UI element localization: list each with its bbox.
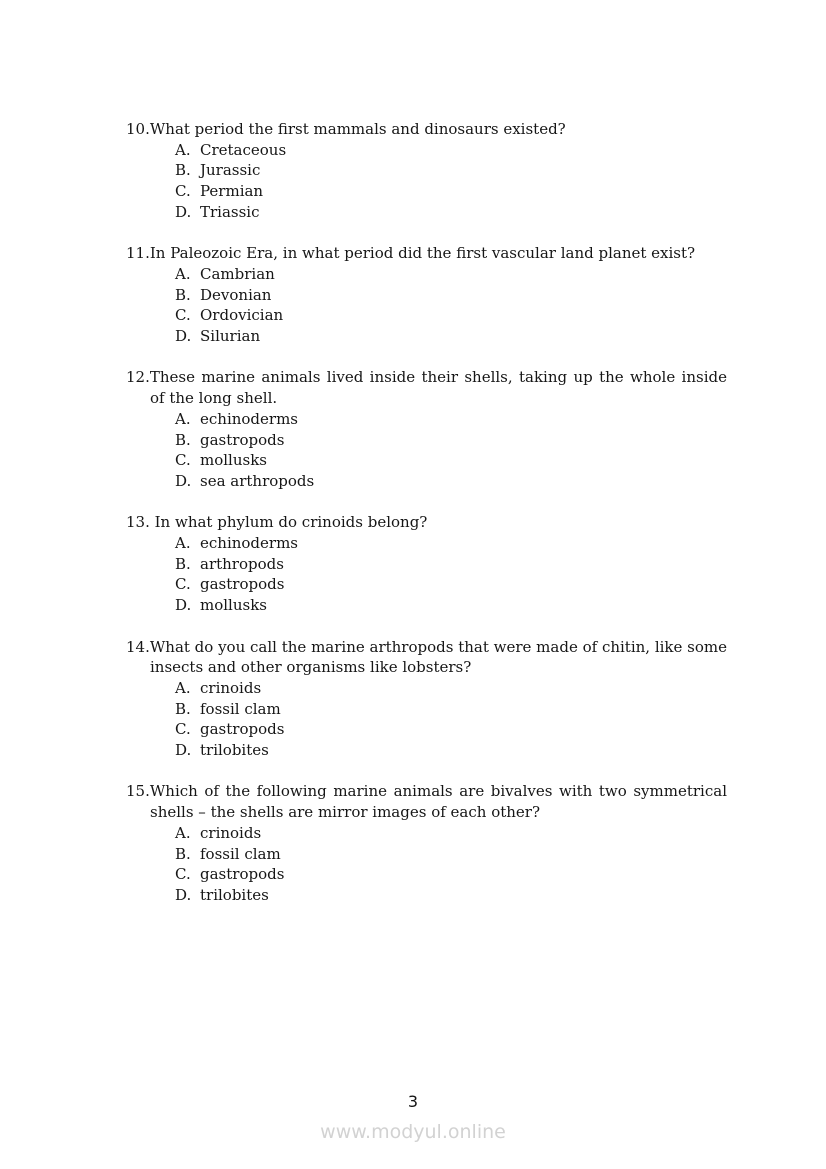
option-letter: B. — [175, 699, 191, 718]
question-line — [126, 637, 727, 678]
option-row — [126, 740, 727, 761]
option-row — [126, 574, 727, 595]
question-line — [126, 781, 727, 822]
option-letter: D. — [175, 885, 192, 904]
option-row — [126, 844, 727, 865]
option-letter: B. — [175, 285, 191, 304]
options-list — [126, 678, 727, 761]
option-row — [126, 160, 727, 181]
option-label: gastropods — [200, 575, 285, 594]
option-label: mollusks — [200, 596, 267, 615]
question-number: 12. — [126, 368, 150, 387]
option-label: trilobites — [200, 885, 269, 904]
option-letter: C. — [175, 451, 191, 470]
option-row — [126, 471, 727, 492]
option-letter: A. — [175, 534, 191, 553]
question-item-10 — [126, 119, 727, 223]
options-list — [126, 140, 727, 223]
question-item-14 — [126, 637, 727, 761]
question-line — [126, 512, 727, 533]
option-row — [126, 450, 727, 471]
question-item-12 — [126, 367, 727, 491]
question-text: Which of the following marine animals are bivalves with two symmetrical shells – the shells are mirror images of each other? — [149, 782, 727, 822]
question-text: What period the first mammals and dinosaurs existed? — [149, 120, 566, 138]
option-letter: B. — [175, 844, 191, 863]
options-list — [126, 264, 727, 347]
option-letter: D. — [175, 327, 192, 346]
option-letter: D. — [175, 741, 192, 760]
option-letter: D. — [175, 202, 192, 221]
option-label: crinoids — [200, 823, 262, 842]
option-label: gastropods — [200, 720, 285, 739]
option-label: Triassic — [200, 202, 260, 221]
option-letter: B. — [175, 554, 191, 573]
option-label: Jurassic — [200, 161, 261, 180]
question-number: 10. — [126, 120, 150, 138]
option-label: Permian — [200, 182, 264, 201]
option-row — [126, 409, 727, 430]
question-item-13 — [126, 512, 727, 616]
option-letter: A. — [175, 823, 191, 842]
option-label: Devonian — [200, 285, 272, 304]
option-label: crinoids — [200, 678, 262, 697]
question-text: What do you call the marine arthropods that were made of chitin, like some insects and other organisms like lobsters? — [149, 637, 727, 677]
watermark: www.modyul.online — [320, 1121, 506, 1143]
option-label: fossil clam — [200, 844, 281, 863]
option-label: echinoderms — [200, 534, 298, 553]
options-list — [126, 823, 727, 906]
option-label: mollusks — [200, 451, 267, 470]
question-text: These marine animals lived inside their shells, taking up the whole inside of the long shell. — [149, 368, 727, 408]
option-label: trilobites — [200, 741, 269, 760]
option-label: arthropods — [200, 554, 284, 573]
option-letter: A. — [175, 409, 191, 428]
option-label: Cretaceous — [200, 140, 287, 159]
option-row — [126, 305, 727, 326]
option-row — [126, 140, 727, 161]
option-row — [126, 595, 727, 616]
option-letter: C. — [175, 306, 191, 325]
question-text: In what phylum do crinoids belong? — [149, 513, 428, 532]
option-row — [126, 430, 727, 451]
page-number: 3 — [407, 1092, 419, 1111]
question-number: 14. — [126, 637, 150, 656]
option-label: fossil clam — [200, 699, 281, 718]
question-line — [126, 119, 727, 140]
question-item-15 — [126, 781, 727, 905]
option-row — [126, 719, 727, 740]
option-row — [126, 326, 727, 347]
option-label: echinoderms — [200, 409, 298, 428]
question-item-11 — [126, 243, 727, 347]
question-number: 13. — [126, 513, 150, 532]
option-row — [126, 554, 727, 575]
option-row — [126, 264, 727, 285]
option-label: Ordovician — [200, 306, 284, 325]
option-row — [126, 885, 727, 906]
option-label: gastropods — [200, 430, 285, 449]
option-row — [126, 823, 727, 844]
questions-section — [126, 119, 727, 926]
option-label: sea arthropods — [200, 471, 315, 490]
option-row — [126, 678, 727, 699]
question-number: 11. — [126, 244, 150, 263]
options-list — [126, 533, 727, 616]
option-letter: A. — [175, 264, 191, 283]
option-letter: C. — [175, 865, 191, 884]
option-letter: D. — [175, 596, 192, 615]
option-label: Cambrian — [200, 264, 275, 283]
option-letter: C. — [175, 575, 191, 594]
option-row — [126, 864, 727, 885]
option-letter: D. — [175, 471, 192, 490]
option-letter: B. — [175, 161, 191, 180]
option-row — [126, 533, 727, 554]
option-row — [126, 285, 727, 306]
option-row — [126, 699, 727, 720]
option-letter: C. — [175, 182, 191, 201]
option-label: gastropods — [200, 865, 285, 884]
options-list — [126, 409, 727, 492]
option-letter: A. — [175, 678, 191, 697]
option-row — [126, 202, 727, 223]
question-text: In Paleozoic Era, in what period did the first vascular land planet exist? — [149, 244, 696, 263]
option-row — [126, 181, 727, 202]
option-letter: B. — [175, 430, 191, 449]
question-number: 15. — [126, 782, 150, 801]
question-line — [126, 367, 727, 408]
option-letter: C. — [175, 720, 191, 739]
option-letter: A. — [175, 140, 191, 159]
question-line — [126, 243, 727, 264]
option-label: Silurian — [200, 327, 261, 346]
